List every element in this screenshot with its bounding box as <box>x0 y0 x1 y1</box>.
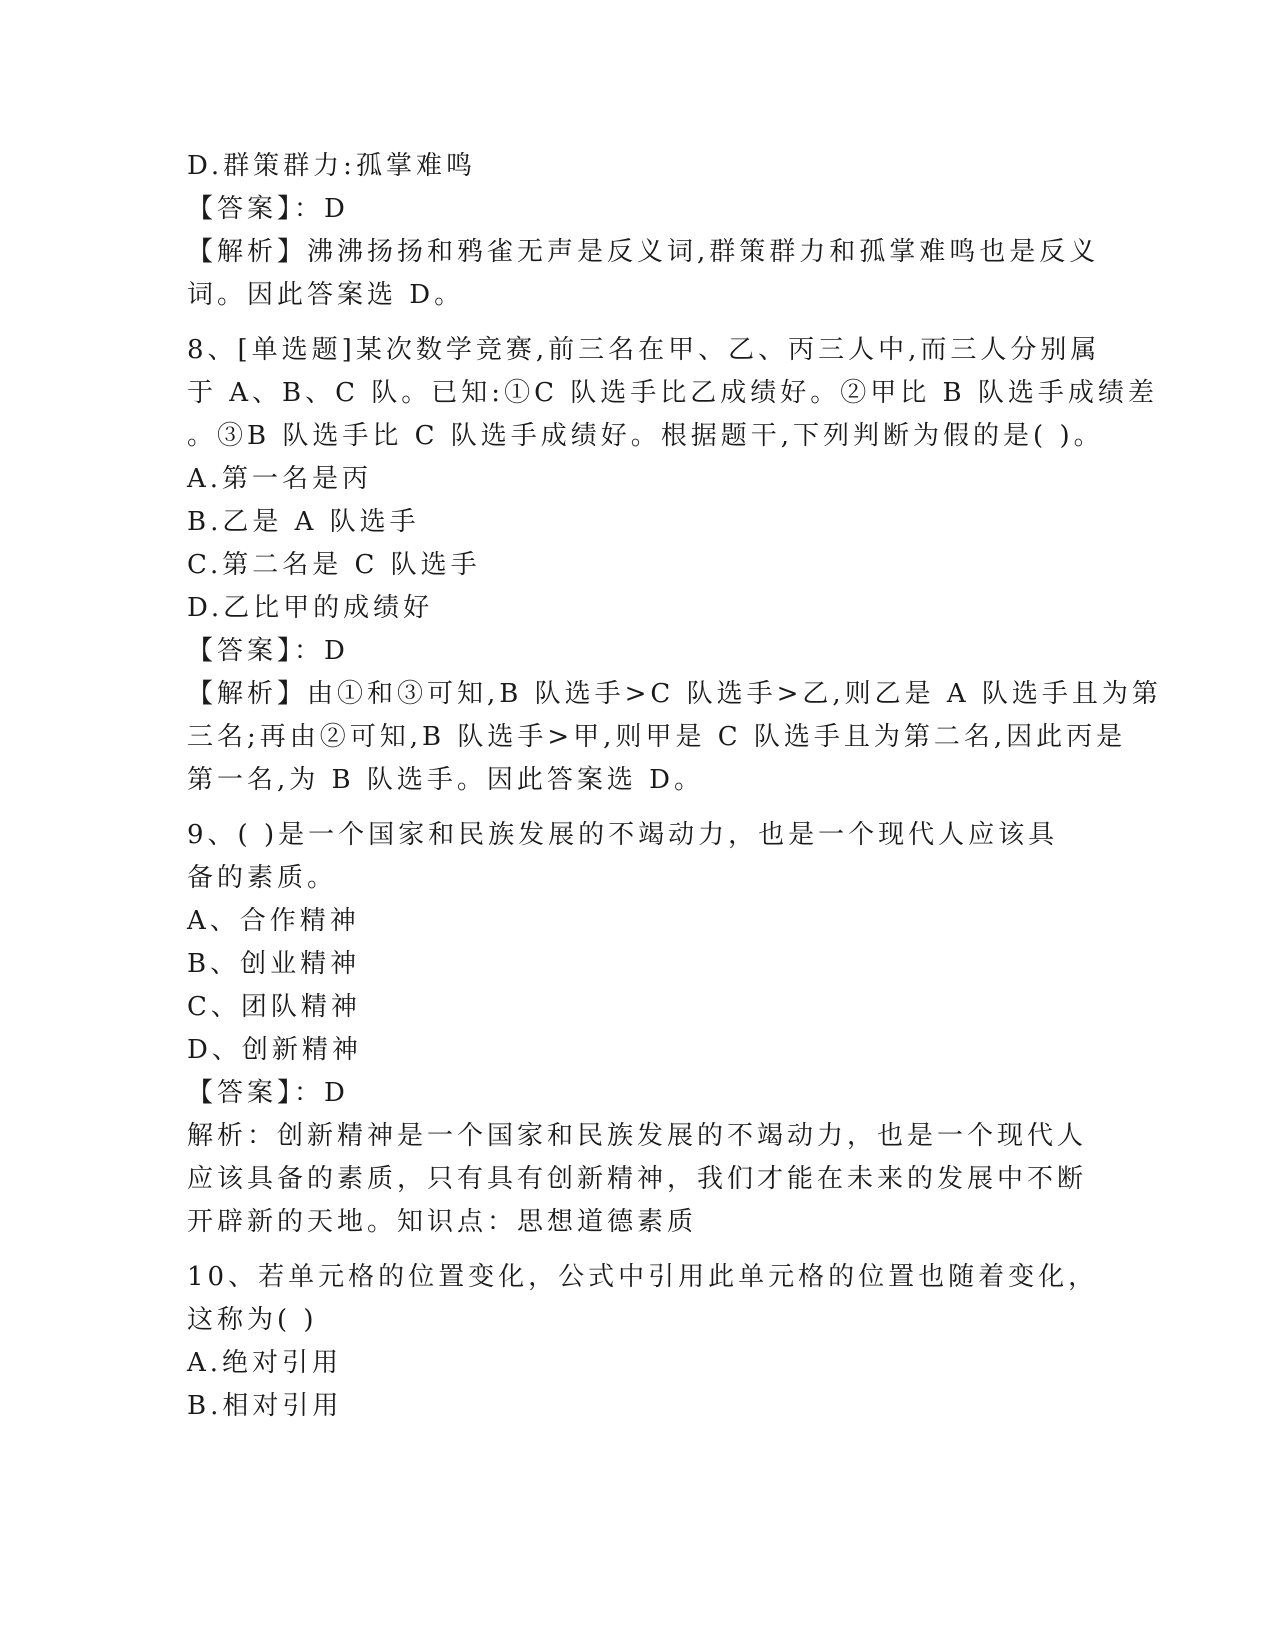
question-stem-line: 8、[单选题]某次数学竞赛,前三名在甲、乙、丙三人中,而三人分别属 <box>187 335 1101 365</box>
analysis-line: 【解析】沸沸扬扬和鸦雀无声是反义词,群策群力和孤掌难鸣也是反义 <box>187 237 1100 267</box>
analysis-line: 词。因此答案选 D。 <box>187 280 465 310</box>
question-9 <box>187 814 1087 1244</box>
spacer <box>187 317 1087 329</box>
option-d: D、创新精神 <box>187 1035 362 1065</box>
page-content <box>187 145 1162 1428</box>
analysis-line: 三名;再由②可知,B 队选手>甲,则甲是 C 队选手且为第二名,因此丙是 <box>187 722 1127 752</box>
option-b: B.相对引用 <box>187 1391 343 1421</box>
analysis-line: 应该具备的素质，只有具有创新精神，我们才能在未来的发展中不断 <box>187 1164 1088 1194</box>
answer-line: 【答案】：D <box>187 194 349 224</box>
spacer <box>187 802 1087 814</box>
analysis-line: 第一名,为 B 队选手。因此答案选 D。 <box>187 765 705 795</box>
question-stem-line: 9、( )是一个国家和民族发展的不竭动力，也是一个现代人应该具 <box>187 820 1059 850</box>
option-a: A.绝对引用 <box>187 1348 343 1378</box>
option-b: B、创业精神 <box>187 949 361 979</box>
question-stem-line: 。③B 队选手比 C 队选手成绩好。根据题干,下列判断为假的是( )。 <box>187 421 1104 451</box>
question-7-tail <box>187 145 1100 317</box>
analysis-line: 开辟新的天地。知识点：思想道德素质 <box>187 1207 698 1237</box>
option-d: D.群策群力:孤掌难鸣 <box>187 151 476 181</box>
question-stem-line: 于 A、B、C 队。已知:①C 队选手比乙成绩好。②甲比 B 队选手成绩差 <box>187 378 1158 408</box>
answer-line: 【答案】：D <box>187 636 349 666</box>
question-8 <box>187 329 1162 802</box>
analysis-line: 解析：创新精神是一个国家和民族发展的不竭动力，也是一个现代人 <box>187 1121 1088 1151</box>
question-10 <box>187 1256 1099 1428</box>
question-stem-line: 备的素质。 <box>187 863 338 893</box>
option-c: C、团队精神 <box>187 992 361 1022</box>
analysis-line: 【解析】由①和③可知,B 队选手>C 队选手>乙,则乙是 A 队选手且为第 <box>187 679 1162 709</box>
question-stem-line: 10、若单元格的位置变化，公式中引用此单元格的位置也随着变化， <box>187 1262 1099 1292</box>
option-a: A、合作精神 <box>187 906 360 936</box>
answer-line: 【答案】：D <box>187 1078 349 1108</box>
option-d: D.乙比甲的成绩好 <box>187 593 434 623</box>
question-stem-line: 这称为( ) <box>187 1305 318 1335</box>
spacer <box>187 1244 1087 1256</box>
option-a: A.第一名是丙 <box>187 464 373 494</box>
option-b: B.乙是 A 队选手 <box>187 507 420 537</box>
option-c: C.第二名是 C 队选手 <box>187 550 481 580</box>
